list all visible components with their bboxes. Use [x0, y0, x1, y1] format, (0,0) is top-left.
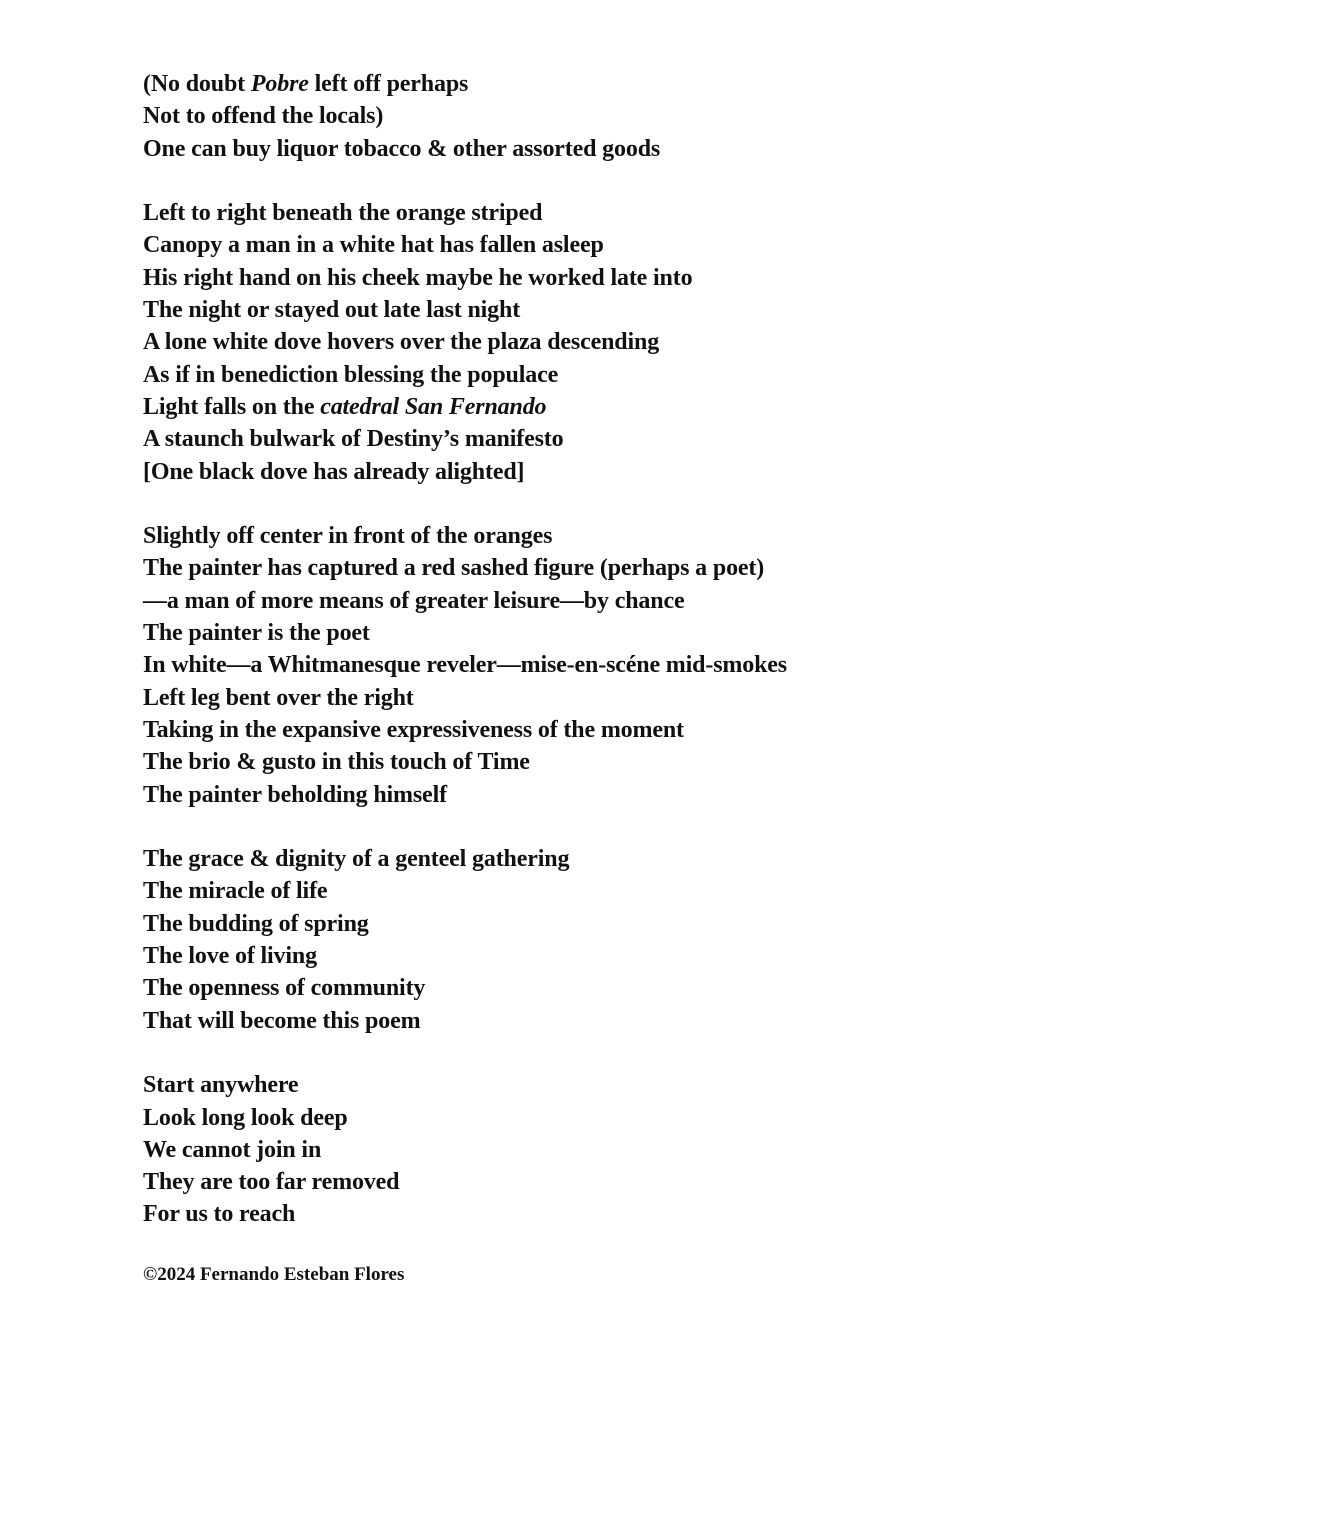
poem-line: One can buy liquor tobacco & other assorted goods: [143, 135, 661, 162]
poem-line: [One black dove has already alighted]: [143, 458, 525, 485]
poem-line: A staunch bulwark of Destiny’s manifesto: [143, 426, 564, 453]
line-text: Light falls on the: [143, 393, 321, 420]
poem-line: For us to reach: [143, 1201, 296, 1228]
poem-line: —a man of more means of greater leisure—by chance: [143, 587, 685, 614]
poem-line: A lone white dove hovers over the plaza descending: [143, 329, 660, 356]
poem-line: The budding of spring: [143, 910, 369, 937]
stanza-5: [143, 1069, 1243, 1230]
poem-line: The miracle of life: [143, 878, 328, 905]
poem-line: The painter beholding himself: [143, 781, 447, 808]
poem-line: Left to right beneath the orange striped: [143, 200, 543, 227]
poem-line: The painter is the poet: [143, 620, 370, 647]
copyright-notice: ©2024 Fernando Esteban Flores: [143, 1264, 405, 1285]
poem-line: Start anywhere: [143, 1072, 299, 1099]
poem-line: Not to offend the locals): [143, 103, 384, 130]
poem-line: Slightly off center in front of the oranges: [143, 523, 553, 550]
poem-line: As if in benediction blessing the populace: [143, 361, 559, 388]
stanza-2: [143, 197, 1243, 488]
poem-line: The night or stayed out late last night: [143, 297, 521, 324]
poem-line: The brio & gusto in this touch of Time: [143, 749, 530, 776]
line-text: (No doubt: [143, 71, 251, 97]
poem-line: In white—a Whitmanesque reveler—mise-en-scéne mid-smokes: [143, 652, 787, 679]
poem-line: [143, 391, 1243, 423]
poem-line: We cannot join in: [143, 1136, 322, 1163]
poem-line: The openness of community: [143, 975, 426, 1002]
italic-text: Pobre: [250, 71, 309, 97]
poem-line: His right hand on his cheek maybe he worked late into: [143, 264, 693, 291]
poem-line: The grace & dignity of a genteel gathering: [143, 846, 570, 873]
stanza-3: [143, 520, 1243, 811]
stanza-4: [143, 843, 1243, 1037]
poem-line: Canopy a man in a white hat has fallen asleep: [143, 232, 604, 259]
poem-line: They are too far removed: [143, 1169, 400, 1196]
poem-line: Left leg bent over the right: [143, 684, 414, 711]
poem-line: Look long look deep: [143, 1104, 348, 1131]
italic-text: catedral San Fernando: [320, 393, 547, 420]
poem-line: That will become this poem: [143, 1007, 421, 1034]
poem-line: Taking in the expansive expressiveness of the moment: [143, 716, 684, 743]
line-text: left off perhaps: [308, 71, 469, 97]
poem-line: The painter has captured a red sashed figure (perhaps a poet): [143, 555, 765, 582]
poem-line: [143, 68, 1243, 100]
poem-line: The love of living: [143, 943, 317, 970]
stanza-1: [143, 68, 1243, 165]
poem-body: [143, 68, 1243, 1263]
